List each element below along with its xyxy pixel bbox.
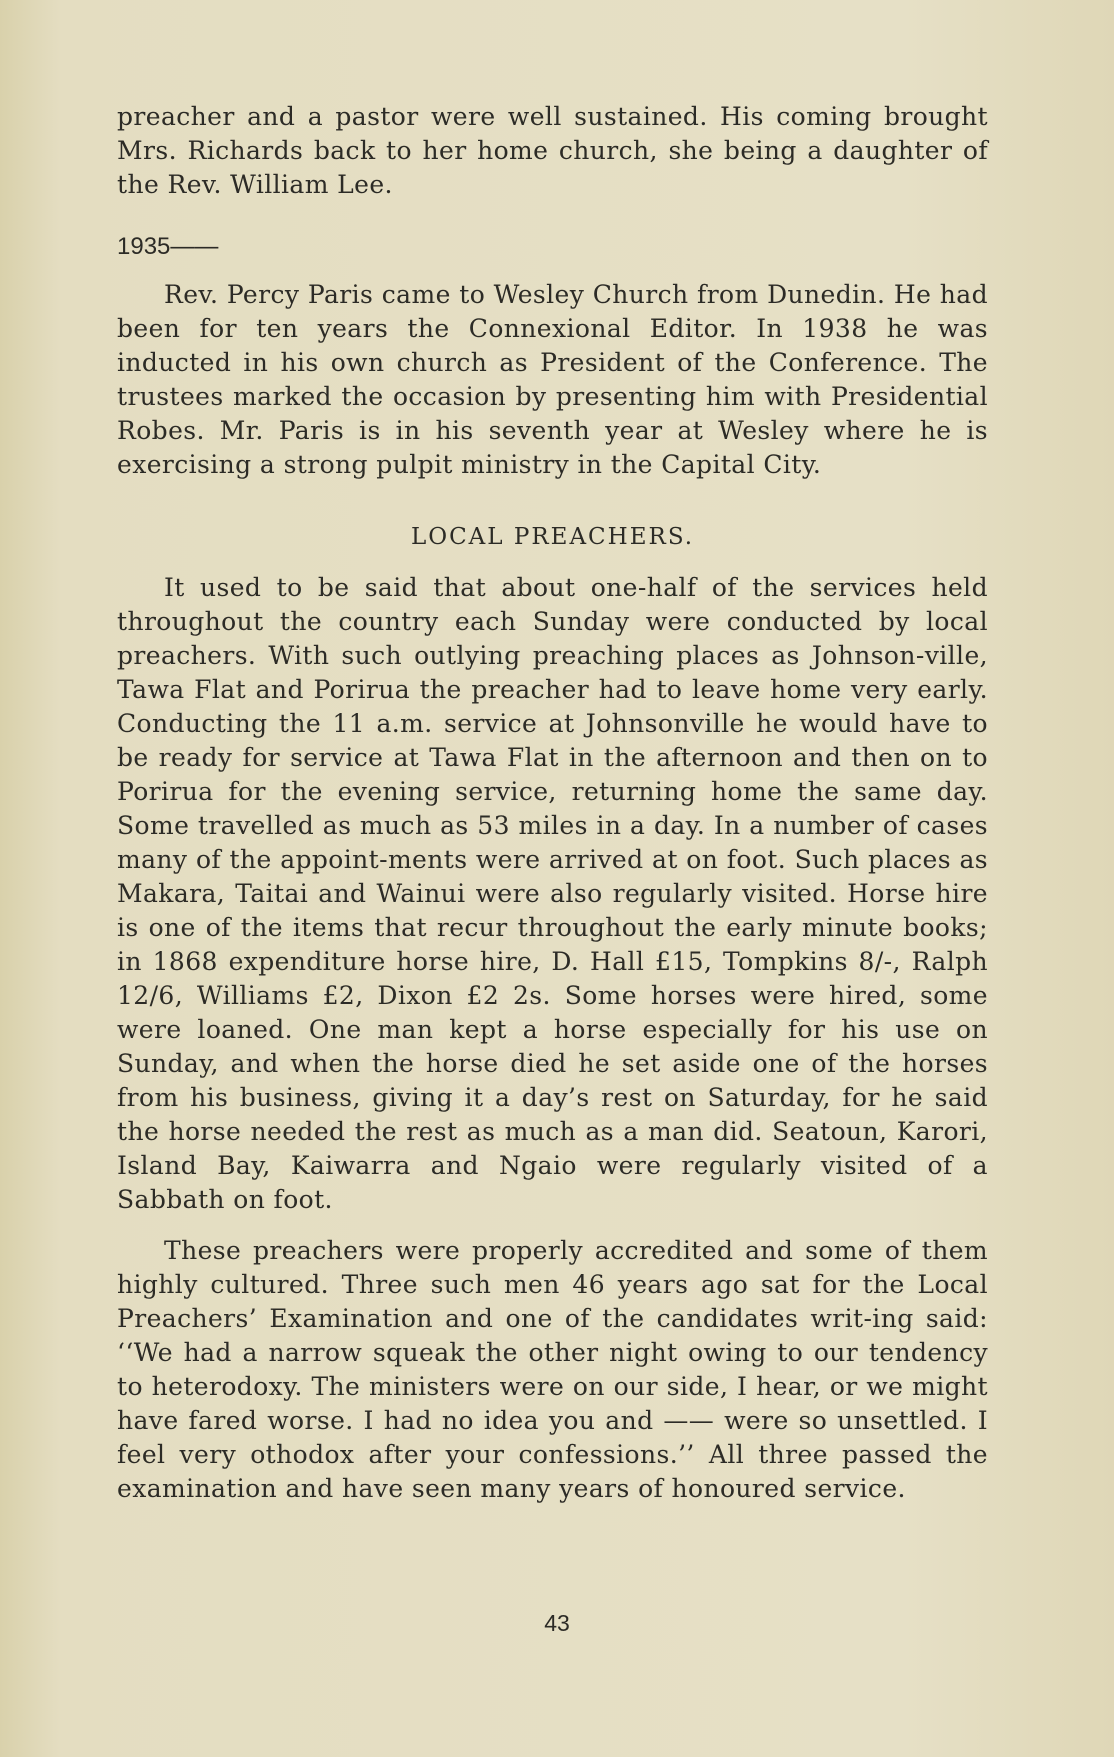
page-number: 43 — [544, 1610, 570, 1636]
local-preachers-paragraph-2: These preachers were properly accredited and some of them highly cultured. Three such men 46 years ago sat for the Local Preachers’ Examination and one of the candidates writ-ing said: ‘‘We had a narrow squeak the other night owing to our tendency to heterodoxy. The ministers were on our side, I hear, or we might have fared worse. I had no idea you and —— were so unsettled. I feel very othodox after your confessions.’’ All three passed the examination and have seen many years of honoured service. — [117, 1236, 988, 1503]
intro-paragraph: preacher and a pastor were well sustained. His coming brought Mrs. Richards back to her home church, she being a daughter of the Rev. William Lee. — [117, 102, 988, 199]
year-heading: 1935—— — [117, 233, 219, 260]
local-preachers-paragraph-1: It used to be said that about one-half of the services held throughout the country each Sunday were conducted by local preachers. With such outlying preaching places as Johnson-ville, Tawa Flat and Porirua the preacher had to leave home very early. Conducting the 11 a.m. service at Johnsonville he would have to be ready for service at Tawa Flat in the afternoon and then on to Porirua for the evening service, returning home the same day. Some travelled as much as 53 miles in a day. In a number of cases many of the appoint-ments were arrived at on foot. Such places as Makara, Taitai and Wainui were also regularly visited. Horse hire is one of the items that recur throughout the early minute books; in 1868 expenditure horse hire, D. Hall £15, Tompkins 8/-, Ralph 12/6, Williams £2, Dixon £2 2s. Some horses were hired, some were loaned. One man kept a horse especially for his use on Sunday, and when the horse died he set aside one of the horses from his business, giving it a day’s rest on Saturday, for he said the horse needed the rest as much as a man did. Seatoun, Karori, Island Bay, Kaiwarra and Ngaio were regularly visited of a Sabbath on foot. — [117, 573, 988, 1214]
section-heading: LOCAL PREACHERS. — [410, 524, 695, 550]
paragraph-1935: Rev. Percy Paris came to Wesley Church from Dunedin. He had been for ten years the Connexional Editor. In 1938 he was inducted in his own church as President of the Conference. The trustees marked the occasion by presenting him with Presidential Robes. Mr. Paris is in his seventh year at Wesley where he is exercising a strong pulpit ministry in the Capital City. — [117, 280, 988, 479]
page-body — [117, 100, 988, 1506]
